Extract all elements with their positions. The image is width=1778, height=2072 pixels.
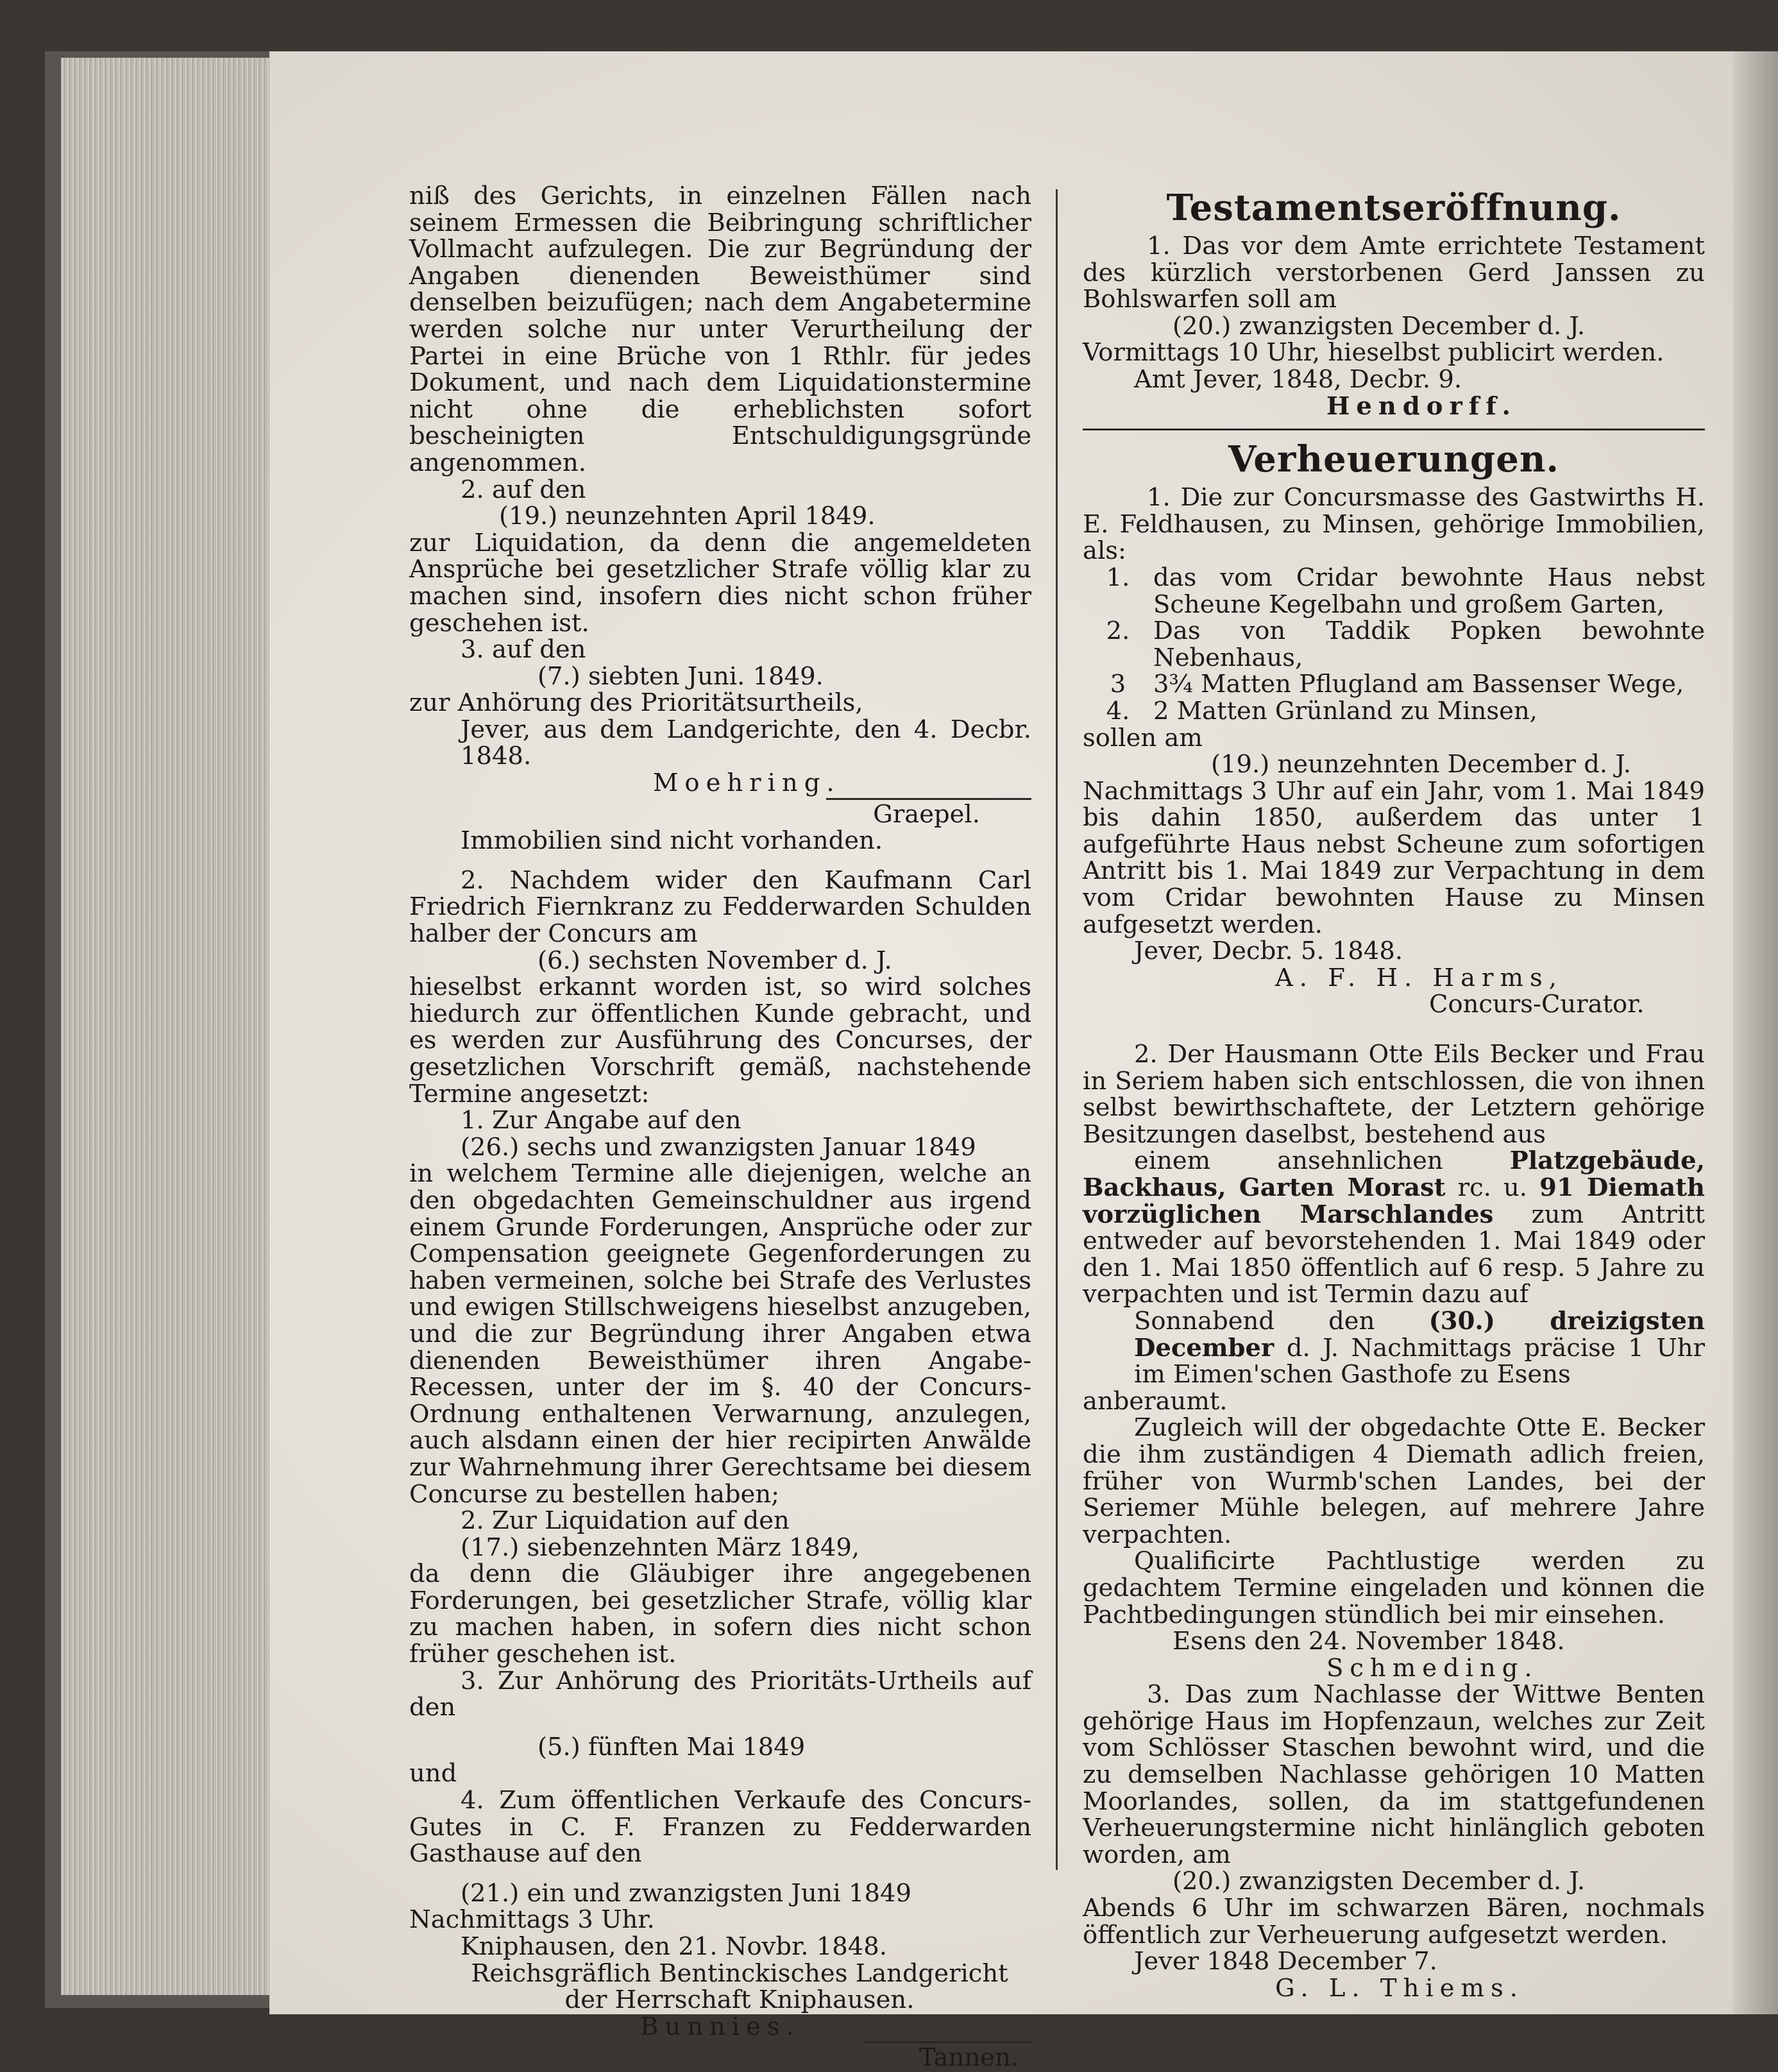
signature-thiems: G. L. Thiems. (1275, 1973, 1524, 2003)
property-item-number: 2. (1106, 616, 1130, 646)
term-k4-time: Nachmittags 3 Uhr. (409, 1905, 655, 1935)
signature-hendorff: Hendorff. (1326, 391, 1517, 421)
term-2-date: (19.) neunzehnten April 1849. (499, 502, 876, 531)
heading-verheuerungen: Verheuerungen. (1228, 438, 1560, 481)
verheuerung-2-date-line (1083, 1308, 1705, 1388)
verheuerung-2-anberaumt: anberaumt. (1083, 1386, 1228, 1416)
signature-harms: A. F. H. Harms, (1275, 963, 1563, 992)
term-k1-date: (26.) sechs und zwanzigsten Januar 1849 (461, 1132, 976, 1162)
continuation-paragraph: niß des Gerichts, in einzelnen Fällen nach seinem Ermessen die Beibringung schriftlicher Vollmacht aufzulegen. Die zur Begründung der Angaben dienenden Beweisthümer sind denselben beizufügen; nach dem Angabetermine werden solche nur unter Verurtheilung der Partei in eine Brüche von 1 Rthlr. für jedes Dokument, und nach dem Liquidationstermine nicht ohne die erheblichsten sofort bescheinigten Entschuldigungsgründe angenommen. (409, 182, 1031, 477)
issue-place: Jever, aus dem Landgerichte, den 4. Decbr. 1848. (461, 715, 1031, 771)
term-k3-date: (5.) fünften Mai 1849 (538, 1732, 806, 1762)
verheuerung-2-invitation: Qualificirte Pachtlustige werden zu gedachtem Termine eingeladen und können die Pachtbedingungen stündlich bei mir einsehen. (1083, 1547, 1705, 1629)
verheuerung-1-sollen: sollen am (1083, 723, 1203, 752)
property-list (1083, 565, 1705, 725)
property-item (1083, 698, 1705, 725)
verheuerung-3-place: Jever 1848 December 7. (1134, 1947, 1437, 1976)
term-k2-date: (17.) siebenzehnten März 1849, (461, 1533, 860, 1562)
verheuerung-2-location: d. J. Nachmittags präcise 1 Uhr im Eimen'schen Gasthofe zu Esens (1134, 1333, 1706, 1389)
testament-date: (20.) zwanzigsten December d. J. (1173, 311, 1586, 341)
verheuerung-2-body (1083, 1148, 1705, 1308)
signature-graepel: Graepel. (873, 799, 980, 829)
term-k2-text: da denn die Gläubiger ihre angegebenen Forderungen, bei gesetzlicher Strafe, völlig klar zu machen haben, in sofern dies nicht schon früher geschehen ist. (409, 1559, 1031, 1669)
signature-tannen: Tannen. (919, 2043, 1019, 2072)
property-item-text: Das von Taddik Popken bewohnte Nebenhaus, (1153, 616, 1705, 672)
term-2-text: zur Liquidation, da denn die angemeldeten Ansprüche bei gesetzlicher Strafe völlig klar zu machen sind, insofern dies nicht schon früher geschehen ist. (409, 528, 1031, 638)
section-rule (1083, 429, 1705, 430)
verheuerung-2-buildings: Platzgebäude, Backhaus, Garten Morast (1083, 1146, 1705, 1202)
term-k3-label: 3. Zur Anhörung des Prioritäts-Urtheils auf den (409, 1666, 1031, 1722)
term-3-date: (7.) siebten Juni. 1849. (538, 661, 824, 691)
testament-place: Amt Jever, 1848, Decbr. 9. (1134, 364, 1462, 394)
term-k1-text: in welchem Termine alle diejenigen, welche an den obgedachten Gemeinschuldner aus irgend einem Grunde Forderungen, Ansprüche oder zur Compensation geeignete Gegenforderungen zu haben vermeinen, solche bei Strafe des Verlustes und ewigen Stillschweigens hieselbst anzugeben, und die zur Begründung ihrer Angaben etwa dienenden Beweisthümer ihren Angabe-Recessen, unter der im §. 40 der Concurs-Ordnung enthaltenen Verwarnung, anzulegen, auch alsdann einen der hier recipirten Anwälde zur Wahrnehmung ihrer Gerechtsame bei diesem Concurse zu bestellen haben; (409, 1159, 1031, 1509)
property-item-number: 3 (1110, 670, 1126, 699)
verheuerung-2-etc: rc. u. (1457, 1173, 1528, 1202)
property-item-text: 2 Matten Grünland zu Minsen, (1153, 696, 1537, 726)
property-item-text: das vom Cridar bewohnte Haus nebst Scheune Kegelbahn und großem Garten, (1153, 563, 1705, 619)
verheuerung-2-land: 91 Diemath vorzüglichen Marschlandes (1083, 1173, 1705, 1229)
property-item (1083, 671, 1705, 698)
testament-notice: 1. Das vor dem Amte errichtete Testament des kürzlich verstorbenen Gerd Janssen zu Bohlswarfen soll am (1083, 232, 1705, 314)
verheuerung-2-place: Esens den 24. November 1848. (1173, 1627, 1565, 1656)
verheuerung-1-text: Nachmittags 3 Uhr auf ein Jahr, vom 1. Mai 1849 bis dahin 1850, außerdem das unter 1 aufgeführte Haus nebst Scheune zum sofortigen Antritt bis 1. Mai 1849 zur Verpachtung in dem vom Cridar bewohnten Hause zu Minsen aufgesetzt werden. (1083, 776, 1705, 939)
signature-rule-2 (865, 2041, 1031, 2043)
signature-curator: Concurs-Curator. (1429, 990, 1645, 1019)
property-item (1083, 618, 1705, 671)
term-k2-label: 2. Zur Liquidation auf den (461, 1506, 790, 1536)
testament-time: Vormittags 10 Uhr, hieselbst publicirt werden. (1083, 338, 1664, 368)
court-name: Reichsgräflich Bentinckisches Landgericht der Herrschaft Kniphausen. (471, 1958, 1008, 2015)
verheuerung-1-intro: 1. Die zur Concursmasse des Gastwirths H. E. Feldhausen, zu Minsen, gehörige Immobilien, als: (1083, 483, 1705, 566)
property-item-text: 3¾ Matten Pflugland am Bassenser Wege, (1153, 670, 1684, 699)
concurs-notice-date: (6.) sechsten November d. J. (538, 946, 892, 975)
verheuerung-3-intro: 3. Das zum Nachlasse der Wittwe Benten gehörige Haus im Hopfenzaun, welches zur Zeit vom Schlösser Staschen bewohnt wird, und die zu demselben Nachlasse gehörigen 10 Matten Moorlandes, sollen, da im stattgefundenen Verheuerungstermine nicht hinlänglich geboten worden, am (1083, 1680, 1705, 1869)
term-3-label: 3. auf den (461, 635, 586, 665)
heading-testamentseroeffnung: Testamentseröffnung. (1166, 187, 1621, 229)
right-column (1083, 183, 1705, 2001)
property-item (1083, 565, 1705, 618)
term-k1-label: 1. Zur Angabe auf den (461, 1106, 741, 1135)
page-curl (1733, 51, 1778, 2014)
property-item-number: 1. (1106, 563, 1130, 592)
term-k4-date: (21.) ein und zwanzigsten Juni 1849 (461, 1878, 911, 1908)
verheuerung-2-date: (30.) dreizigsten December (1134, 1306, 1705, 1363)
term-2-label: 2. auf den (461, 475, 586, 504)
verheuerung-2-terms: zum Antritt entweder auf bevorstehenden 1. Mai 1849 oder den 1. Mai 1850 öffentlich auf 6 resp. 5 Jahre zu verpachten und ist Termin dazu auf (1083, 1200, 1705, 1309)
property-item-number: 4. (1106, 696, 1130, 726)
verheuerung-2-prefix: einem ansehnlichen (1134, 1146, 1443, 1176)
verheuerung-3-date: (20.) zwanzigsten December d. J. (1173, 1867, 1586, 1896)
verheuerung-2-weekday: Sonnabend den (1134, 1306, 1375, 1336)
verheuerung-1-place: Jever, Decbr. 5. 1848. (1134, 937, 1403, 966)
verheuerung-3-text: Abends 6 Uhr im schwarzen Bären, nochmals öffentlich zur Verheuerung aufgesetzt werden. (1083, 1894, 1705, 1949)
concurs-notice-intro: 2. Nachdem wider den Kaufmann Carl Friedrich Fiernkranz zu Fedderwarden Schulden halber der Concurs am (409, 865, 1031, 949)
immobilien-note: Immobilien sind nicht vorhanden. (461, 826, 883, 856)
verheuerung-2-additional: Zugleich will der obgedachte Otte E. Becker die ihm zuständigen 4 Diemath adlich freien, früher von Wurmb'schen Landes, bei der Seriemer Mühle belegen, auf mehrere Jahre verpachten. (1083, 1413, 1705, 1549)
und-text: und (409, 1759, 457, 1788)
term-k4-label: 4. Zum öffentlichen Verkaufe des Concurs-Gutes in C. F. Franzen zu Fedderwarden Gasthause auf den (409, 1786, 1031, 1869)
signature-moehring: Moehring. (653, 769, 841, 798)
term-3-text: zur Anhörung des Prioritätsurtheils, (409, 688, 863, 718)
column-divider (1056, 189, 1058, 1870)
verheuerung-1-date: (19.) neunzehnten December d. J. (1211, 750, 1632, 779)
signature-bunnies: Bunnies. (640, 2012, 800, 2041)
verheuerung-2-intro: 2. Der Hausmann Otte Eils Becker und Frau in Seriem haben sich entschlossen, die von ihnen selbst bewirthschaftete, der Letztern gehörige Besitzungen daselbst, bestehend aus (1083, 1040, 1705, 1149)
signature-schmeding: Schmeding. (1326, 1653, 1539, 1683)
issue-place-2: Kniphausen, den 21. Novbr. 1848. (461, 1932, 887, 1961)
page-stack-edge (61, 58, 275, 1995)
concurs-notice-text: hieselbst erkannt worden ist, so wird solches hiedurch zur öffentlichen Kunde gebracht, und es werden zur Ausführung des Concurses, der gesetzlichen Vorschrift gemäß, nachstehende Termine angesetzt: (409, 972, 1031, 1108)
left-column (409, 183, 1031, 2071)
